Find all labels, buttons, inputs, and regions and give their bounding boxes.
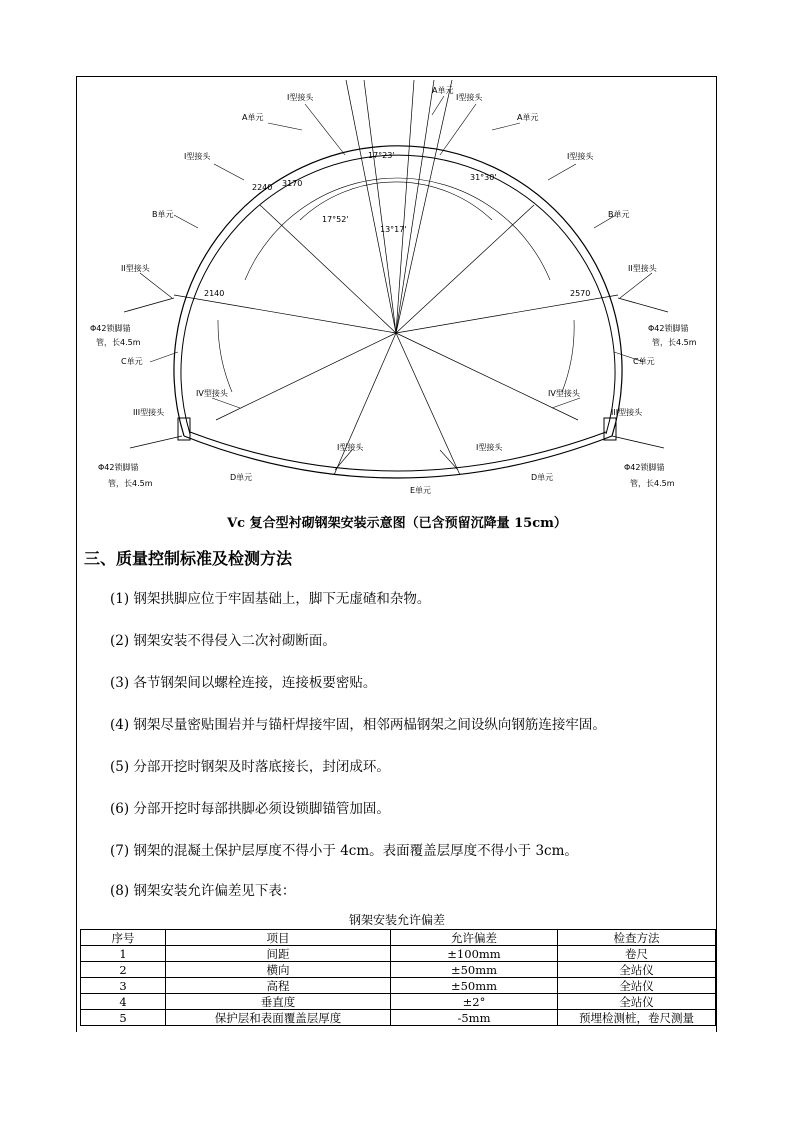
cell-item: 垂直度 xyxy=(166,994,391,1010)
cell-no: 1 xyxy=(81,946,166,962)
requirement-item: (1) 钢架拱脚应位于牢固基础上，脚下无虚碴和杂物。 xyxy=(110,591,431,607)
label-joint-II-left: II型接头 xyxy=(121,264,150,273)
angle-center: 13°17' xyxy=(380,225,407,234)
label-unit-A-top: A单元 xyxy=(432,86,454,95)
table-row xyxy=(81,978,716,994)
anchor-pipes xyxy=(124,298,668,448)
header-item: 项目 xyxy=(166,930,391,946)
cell-tolerance: -5mm xyxy=(391,1010,558,1026)
header-method: 检查方法 xyxy=(558,930,716,946)
deviation-table xyxy=(80,929,716,1026)
angle-crown-b: 17°52' xyxy=(322,215,349,224)
cell-no: 4 xyxy=(81,994,166,1010)
label-unit-E: E单元 xyxy=(410,486,432,495)
cell-method: 全站仪 xyxy=(558,994,716,1010)
requirement-item: (7) 钢架的混凝土保护层厚度不得小于 4cm。表面覆盖层厚度不得小于 3cm。 xyxy=(110,843,578,859)
requirement-item: (2) 钢架安装不得侵入二次衬砌断面。 xyxy=(110,633,336,649)
cell-no: 5 xyxy=(81,1010,166,1026)
cell-method: 全站仪 xyxy=(558,962,716,978)
table-title: 钢架安装允许偏差 xyxy=(348,913,445,927)
steel-arch-diagram xyxy=(76,76,715,516)
requirement-item: (5) 分部开挖时钢架及时落底接长，封闭成环。 xyxy=(110,759,390,775)
label-joint-I-bottom-left: I型接头 xyxy=(337,443,364,452)
diagram-caption: Vc 复合型衬砌钢架安装示意图（已含预留沉降量 15cm） xyxy=(227,516,567,531)
arc-side: 2140 xyxy=(204,289,225,298)
label-joint-IV-right: IV型接头 xyxy=(548,389,580,398)
label-joint-III-left: III型接头 xyxy=(133,408,165,417)
label-unit-C-left: C单元 xyxy=(121,357,143,366)
label-anchor-br-2: 管，长4.5m xyxy=(630,479,675,488)
cell-method: 预埋检测桩，卷尺测量 xyxy=(558,1010,716,1026)
label-joint-I-right: I型接头 xyxy=(567,152,594,161)
dim-arc-right xyxy=(562,320,574,392)
label-unit-D-left: D单元 xyxy=(230,473,253,482)
label-unit-B-left: B单元 xyxy=(152,210,174,219)
label-unit-A-left: A单元 xyxy=(242,113,264,122)
table-header-row xyxy=(81,930,716,946)
table-row xyxy=(81,994,716,1010)
cell-item: 间距 xyxy=(166,946,391,962)
label-anchor-bl-2: 管，长4.5m xyxy=(108,479,153,488)
label-anchor-br-1: Φ42锁脚锚 xyxy=(624,463,665,472)
table-row xyxy=(81,946,716,962)
radial-lines xyxy=(174,80,618,475)
cell-method: 全站仪 xyxy=(558,978,716,994)
cell-tolerance: ±50mm xyxy=(391,962,558,978)
arc-crown: 2240 xyxy=(252,183,273,192)
dim-arc-left xyxy=(218,320,232,392)
angle-upper: 31°30' xyxy=(470,173,497,182)
arc-upper: 3170 xyxy=(282,179,303,188)
label-unit-D-right: D单元 xyxy=(531,473,554,482)
header-no: 序号 xyxy=(81,930,166,946)
cell-tolerance: ±2° xyxy=(391,994,558,1010)
cell-item: 高程 xyxy=(166,978,391,994)
requirement-item: (6) 分部开挖时每部拱脚必须设锁脚锚管加固。 xyxy=(110,801,390,817)
arc-lower: 2570 xyxy=(570,289,591,298)
cell-item: 保护层和表面覆盖层厚度 xyxy=(166,1010,391,1026)
label-anchor-bl-1: Φ42锁脚锚 xyxy=(98,463,139,472)
header-tolerance: 允许偏差 xyxy=(391,930,558,946)
label-anchor-left-2: 管，长4.5m xyxy=(96,338,141,347)
label-joint-I-top-left: I型接头 xyxy=(287,93,314,102)
label-joint-I-left: I型接头 xyxy=(184,152,211,161)
cell-no: 2 xyxy=(81,962,166,978)
invert-inner xyxy=(190,432,606,471)
cell-no: 3 xyxy=(81,978,166,994)
label-joint-I-bottom-right: I型接头 xyxy=(476,443,503,452)
cell-tolerance: ±100mm xyxy=(391,946,558,962)
label-unit-C-right: C单元 xyxy=(633,357,655,366)
label-unit-B-right: B单元 xyxy=(608,210,630,219)
table-row xyxy=(81,962,716,978)
label-joint-III-right: III型接头 xyxy=(611,408,643,417)
requirement-item: (3) 各节钢架间以螺栓连接，连接板要密贴。 xyxy=(110,675,377,691)
angle-crown-a: 17°23' xyxy=(368,151,395,160)
label-anchor-right-2: 管，长4.5m xyxy=(652,338,697,347)
cell-method: 卷尺 xyxy=(558,946,716,962)
invert-outer xyxy=(184,436,612,478)
label-unit-A-right: A单元 xyxy=(517,113,539,122)
label-anchor-left-1: Φ42锁脚锚 xyxy=(90,324,131,333)
requirement-item: (4) 钢架尽量密贴围岩并与锚杆焊接牢固，相邻两榀钢架之间设纵向钢筋连接牢固。 xyxy=(110,717,606,733)
label-joint-I-top-right: I型接头 xyxy=(456,93,483,102)
label-joint-IV-left: IV型接头 xyxy=(196,389,228,398)
label-anchor-right-1: Φ42锁脚锚 xyxy=(648,324,689,333)
cell-tolerance: ±50mm xyxy=(391,978,558,994)
section-title: 三、质量控制标准及检测方法 xyxy=(84,549,293,568)
requirement-item: (8) 钢架安装允许偏差见下表： xyxy=(110,883,296,899)
cell-item: 横向 xyxy=(166,962,391,978)
table-row xyxy=(81,1010,716,1026)
label-joint-II-right: II型接头 xyxy=(628,264,657,273)
